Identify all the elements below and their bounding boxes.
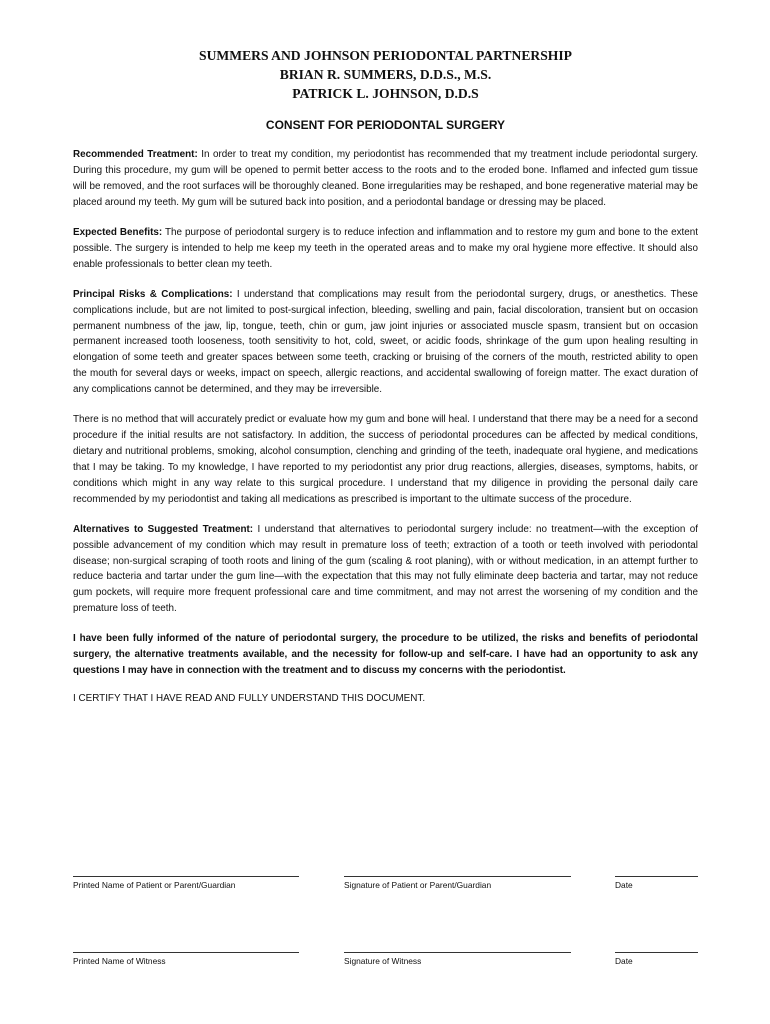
signature-line (344, 952, 571, 953)
witness-printed-name-label: Printed Name of Witness (73, 956, 166, 966)
doctor-summers: BRIAN R. SUMMERS, D.D.S., M.S. (279, 67, 492, 82)
signature-line (344, 876, 571, 877)
risks-text: I understand that complications may result from the periodontal surgery, drugs, or anesthetics. These complications include, but are not limited to post-surgical infection, bleeding, swelling and pain, facial discoloration, transient but on occasion permanent numbness of the jaw, lip, tongue, teeth, chin or gum, jaw joint injuries or associated muscle spasm, transient but on occasion permanent increased tooth looseness, tooth sensitivity to hot, cold, sweet, or acidic foods, shrinkage of the gum upon healing resulting in elongation of some teeth and greater spaces between some teeth, cracking or bruising of the corners of the mouth, restricted ability to open the mouth for several days or weeks, impact on speech, allergic reactions, and accidental swallowing of foreign matter. The exact duration of any complications cannot be determined, and they may be irreversible. (73, 288, 698, 395)
patient-date-label: Date (615, 880, 633, 890)
witness-signature-label: Signature of Witness (344, 956, 422, 966)
witness-printed-name-field[interactable] (73, 952, 299, 966)
witness-signature-row (73, 952, 698, 976)
signature-line (615, 952, 698, 953)
alternatives-text: I understand that alternatives to periodontal surgery include: no treatment—with the exception of possible advancement of my condition which may result in premature loss of teeth; extraction of a tooth or teeth involved with periodontal disease; non-surgical scraping of tooth roots and lining of the gum (scaling & root planing), with or without medication, in an attempt further to reduce bacteria and tartar under the gum line—with the expectation that this may not fully eliminate deep bacteria and tartar, may not reduce gum pockets, will require more frequent professional care and time commitment, and may not arrest the worsening of my condition and the premature loss of teeth. (73, 523, 698, 615)
patient-signature-row (73, 876, 698, 900)
recommended-treatment-heading: Recommended Treatment: (73, 149, 198, 160)
certification-statement: I CERTIFY THAT I HAVE READ AND FULLY UNDERSTAND THIS DOCUMENT. (73, 693, 426, 705)
witness-signature-field[interactable] (344, 952, 571, 966)
witness-date-label: Date (615, 956, 633, 966)
alternatives-paragraph (73, 522, 698, 617)
alternatives-heading: Alternatives to Suggested Treatment: (73, 523, 254, 535)
witness-date-field[interactable] (615, 952, 698, 966)
patient-signature-field[interactable] (344, 876, 571, 890)
patient-signature-label: Signature of Patient or Parent/Guardian (344, 880, 492, 890)
expected-benefits-heading: Expected Benefits: (73, 226, 163, 238)
consent-document (73, 46, 698, 704)
signature-line (73, 876, 299, 877)
signature-line (73, 952, 299, 953)
patient-printed-name-field[interactable] (73, 876, 299, 890)
patient-printed-name-label: Printed Name of Patient or Parent/Guardian (73, 880, 236, 890)
recommended-treatment-text: In order to treat my condition, my periodontist has recommended that my treatment include periodontal surgery. During this procedure, my gum will be opened to permit better access to the roots and to the eroded bone. Inflamed and infected gum tissue will be removed, and the root surfaces will be thoroughly cleaned. Bone irregularities may be reshaped, and bone regenerative material may be placed around my teeth. My gum will be sutured back into position, and a periodontal bandage or dressing may be placed. (73, 149, 698, 208)
expected-benefits-text: The purpose of periodontal surgery is to reduce infection and inflammation and to restore my gum and bone to the extent possible. The surgery is intended to help me keep my teeth in the operated areas and to make my oral hygiene more effective. It should also enable professionals to better clean my teeth. (73, 226, 698, 270)
expected-benefits-paragraph (73, 225, 698, 273)
recommended-treatment-paragraph (73, 147, 698, 210)
risks-heading: Principal Risks & Complications: (73, 288, 233, 300)
doctor-johnson: PATRICK L. JOHNSON, D.D.S (292, 86, 479, 101)
no-method-paragraph: There is no method that will accurately predict or evaluate how my gum and bone will heal. I understand that there may be a need for a second procedure if the initial results are not satisfactory. In addition, the success of periodontal procedures can be affected by medical conditions, dietary and nutritional problems, smoking, alcohol consumption, clenching and grinding of the teeth, inadequate oral hygiene, and medications that I may be taking. To my knowledge, I have reported to my periodontist any prior drug reactions, allergies, diseases, symptoms, habits, or conditions which might in any way relate to this surgical procedure. I understand that my diligence in providing the personal daily care recommended by my periodontist and taking all medications as prescribed is important to the ultimate success of the procedure. (73, 414, 698, 505)
risks-paragraph (73, 287, 698, 398)
document-title: CONSENT FOR PERIODONTAL SURGERY (265, 118, 506, 132)
informed-consent-statement: I have been fully informed of the nature of periodontal surgery, the procedure to be utilized, the risks and benefits of periodontal surgery, the alternative treatments available, and the necessity for follow-up and self-care. I have had an opportunity to ask any questions I may have in connection with the treatment and to discuss my concerns with the periodontist. (73, 633, 698, 677)
signature-line (615, 876, 698, 877)
practice-name: SUMMERS AND JOHNSON PERIODONTAL PARTNERSHIP (199, 48, 572, 63)
patient-date-field[interactable] (615, 876, 698, 890)
